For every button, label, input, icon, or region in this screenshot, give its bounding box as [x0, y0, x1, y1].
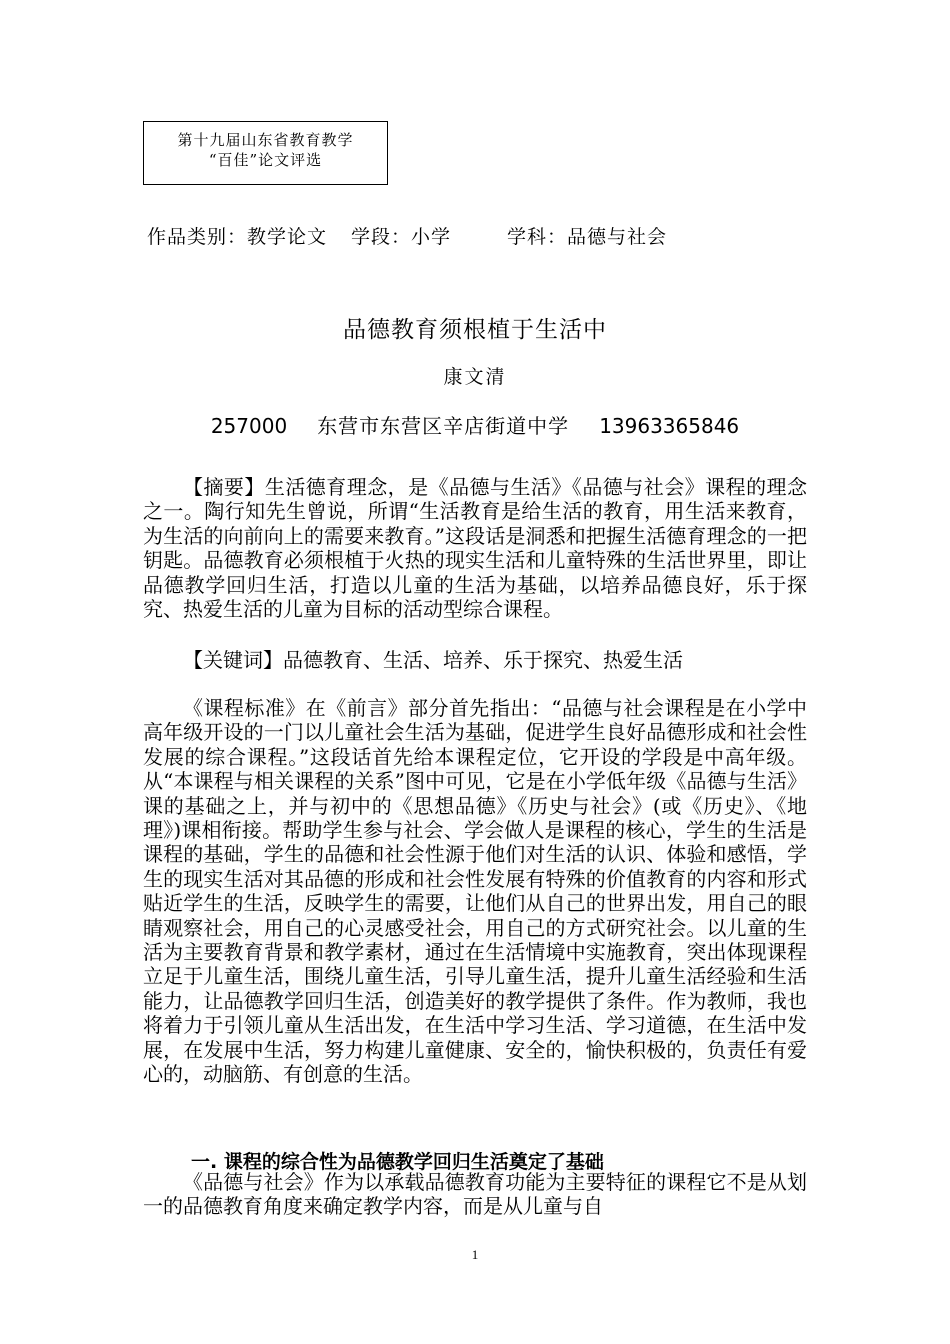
work-metadata — [147, 222, 667, 249]
competition-badge — [143, 121, 388, 185]
badge-line-2: “百佳”论文评选 — [208, 151, 323, 169]
section-paragraph: 《品德与社会》作为以承载品德教育功能为主要特征的课程它不是从划一的品德教育角度来确定教学内容，而是从儿童与自 — [143, 1170, 807, 1219]
abstract-section — [143, 475, 807, 621]
phone-number: 13963365846 — [599, 414, 740, 438]
keywords-line: 【关键词】品德教育、生活、培养、乐于探究、热爱生活 — [183, 648, 683, 672]
subject: 学科：品德与社会 — [507, 226, 668, 248]
page-number: 1 — [471, 1247, 479, 1262]
author-affiliation — [0, 410, 950, 439]
section-body — [143, 1170, 807, 1219]
school-stage: 学段：小学 — [351, 226, 452, 248]
intro-paragraph: 《课程标准》在《前言》部分首先指出：“品德与社会课程是在小学中高年级开设的一门以儿童社会生活为基础，促进学生良好品德形成和社会性发展的综合课程。”这段话首先给本课程定位，它开设的学段是中高年级。从“本课程与相关课程的关系”图中可见，它是在小学低年级《品德与生活》课的基础之上，并与初中的《思想品德》《历史与社会》(或《历史》、《地理》)课相衔接。帮助学生参与社会、学会做人是课程的核心，学生的生活是课程的基础，学生的品德和社会性源于他们对生活的认识、体验和感悟，学生的现实生活对其品德的形成和社会性发展有特殊的价值教育的内容和形式贴近学生的生活，反映学生的需要，让他们从自己的世界出发，用自己的眼睛观察社会，用自己的心灵感受社会，用自己的方式研究社会。以儿童的生活为主要教育背景和教学素材，通过在生活情境中实施教育，突出体现课程立足于儿童生活，围绕儿童生活，引导儿童生活，提升儿童生活经验和生活能力，让品德教学回归生活，创造美好的教学提供了条件。作为教师，我也将着力于引领儿童从生活出发，在生活中学习生活、学习道德，在生活中发展，在发展中生活，努力构建儿童健康、安全的，愉快积极的，负责任有爱心的，动脑筋、有创意的生活。 — [143, 696, 807, 1087]
school-name: 东营市东营区辛店街道中学 — [317, 414, 570, 438]
postcode: 257000 — [210, 414, 288, 438]
author-name: 康文清 — [443, 366, 507, 388]
section-heading: 一. 课程的综合性为品德教学回归生活奠定了基础 — [191, 1151, 604, 1173]
badge-line-1: 第十九届山东省教育教学 — [177, 131, 354, 149]
abstract-paragraph: 【摘要】生活德育理念，是《品德与生活》《品德与社会》课程的理念之一。陶行知先生曾说，所谓“生活教育是给生活的教育，用生活来教育，为生活的向前向上的需要来教育。”这段话是洞悉和把握生活德育理念的一把钥匙。品德教育必须根植于火热的现实生活和儿童特殊的生活世界里，即让品德教学回归生活，打造以儿童的生活为基础，以培养品德良好，乐于探究、热爱生活的儿童为目标的活动型综合课程。 — [143, 475, 807, 622]
work-category: 作品类别：教学论文 — [147, 226, 328, 248]
paper-title: 品德教育须根植于生活中 — [343, 317, 607, 343]
intro-section — [143, 696, 807, 1087]
